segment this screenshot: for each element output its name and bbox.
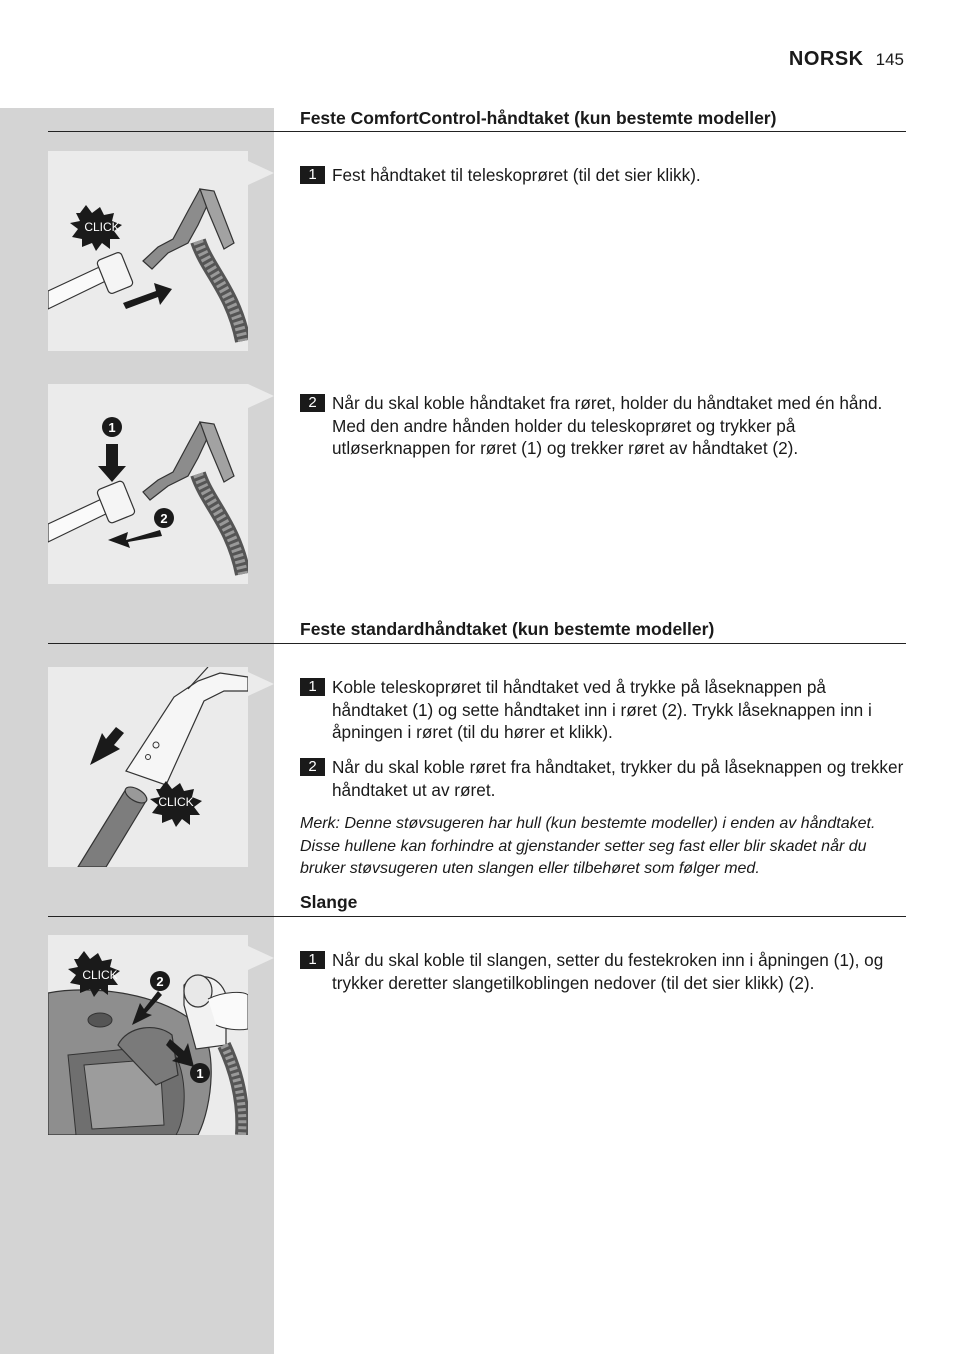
step-number: 2 bbox=[300, 394, 325, 412]
step-1-attach bbox=[300, 164, 906, 187]
step-number: 1 bbox=[300, 166, 325, 184]
callout-pointer bbox=[248, 946, 274, 970]
marker-2: 2 bbox=[160, 511, 168, 526]
section-title-hose: Slange bbox=[300, 892, 358, 912]
step-1-standard bbox=[300, 676, 906, 744]
click-label: CLICK bbox=[84, 220, 120, 234]
step-2-detach bbox=[300, 392, 906, 460]
click-label: CLICK bbox=[82, 968, 118, 982]
page-number: 145 bbox=[875, 50, 904, 69]
callout-pointer bbox=[248, 672, 274, 696]
step-number: 2 bbox=[300, 758, 325, 776]
step-text: Når du skal koble håndtaket fra røret, holder du håndtaket med én hånd. Med den andre hånden holder du teleskoprøret og trykker på utløserknappen for røret (1) og trekker røret av håndtaket (2). bbox=[332, 393, 883, 458]
section-title-standard-handle: Feste standardhåndtaket (kun bestemte modeller) bbox=[300, 619, 715, 639]
step-text: Når du skal koble til slangen, setter du festekroken inn i åpningen (1), og trykker deretter slangetilkoblingen nedover (til det sier klikk) (2). bbox=[332, 950, 884, 993]
callout-pointer bbox=[248, 384, 274, 408]
step-number: 1 bbox=[300, 951, 325, 969]
illustration-attach-handle bbox=[48, 151, 248, 351]
section-title-comfortcontrol: Feste ComfortControl-håndtaket (kun bestemte modeller) bbox=[300, 108, 777, 128]
step-1-hose bbox=[300, 949, 906, 994]
step-text: Fest håndtaket til teleskoprøret (til det sier klikk). bbox=[332, 165, 701, 185]
illustration-hose bbox=[48, 935, 248, 1135]
note-text: Merk: Denne støvsugeren har hull (kun bestemte modeller) i enden av håndtaket. Disse hullene kan forhindre at gjenstander setter seg fast eller blir skadet når du bruker støvsugeren uten slangen eller tilbehøret som følger med. bbox=[300, 815, 876, 877]
step-text: Koble teleskoprøret til håndtaket ved å trykke på låseknappen på håndtaket (1) og sette håndtaket inn i røret (2). Trykk låseknappen inn i åpningen i røret (til du hører et klikk). bbox=[332, 677, 872, 742]
language-label: NORSK bbox=[788, 48, 864, 70]
page-header bbox=[789, 48, 904, 74]
illustration-standard-handle bbox=[48, 667, 248, 867]
click-label: CLICK bbox=[158, 795, 194, 809]
marker-2: 2 bbox=[156, 974, 164, 989]
marker-1: 1 bbox=[196, 1066, 204, 1081]
section-rule bbox=[48, 916, 906, 917]
step-2-standard bbox=[300, 756, 906, 801]
illustration-detach-handle bbox=[48, 384, 248, 584]
section-rule bbox=[48, 131, 906, 132]
step-number: 1 bbox=[300, 678, 325, 696]
marker-1: 1 bbox=[108, 420, 116, 435]
callout-pointer bbox=[248, 161, 274, 185]
section-rule bbox=[48, 643, 906, 644]
step-text: Når du skal koble røret fra håndtaket, trykker du på låseknappen og trekker håndtaket ut av røret. bbox=[332, 757, 904, 800]
